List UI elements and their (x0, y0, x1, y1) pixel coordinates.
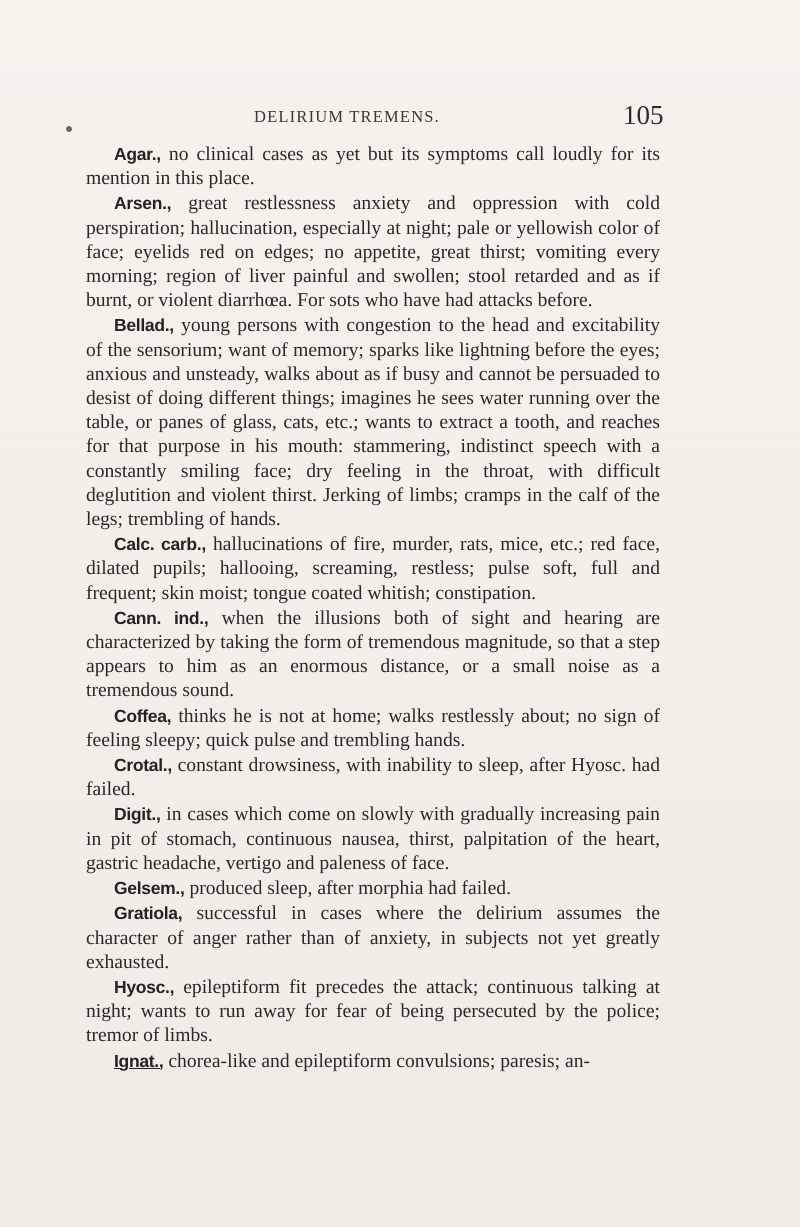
remedy-entry-hyosc (86, 975, 660, 1049)
remedy-name: Cann. ind., (114, 607, 209, 628)
remedy-name: Calc. carb., (114, 534, 206, 555)
remedy-description: produced sleep, after morphia had failed. (189, 878, 511, 900)
remedy-entry-bellad (86, 313, 660, 532)
remedy-description: chorea-like and epileptiform convulsions; paresis; an- (168, 1050, 591, 1072)
remedy-description: constant drowsiness, with inability to sleep, after Hyosc. had failed. (86, 755, 660, 801)
remedy-name: Coffea, (114, 705, 172, 726)
remedy-entry-arsen (86, 191, 660, 313)
remedy-name: Gelsem., (114, 878, 185, 899)
remedy-entry-ignat (86, 1049, 660, 1074)
remedy-entry-calc-carb (86, 532, 660, 606)
remedy-name: Gratiola, (114, 903, 183, 924)
remedy-name: Bellad., (114, 315, 174, 336)
remedy-entry-coffea (86, 704, 660, 753)
remedy-name: Crotal., (114, 755, 172, 776)
remedy-name: Ignat., (114, 1050, 164, 1071)
remedy-entry-gelsem (86, 876, 660, 901)
remedy-description: epileptiform fit precedes the attack; continuous talking at night; wants to run away for fear of being persecuted by the police; tremor of limbs. (86, 976, 660, 1047)
remedy-description: great restlessness anxiety and oppression with cold perspiration; hallucination, especially at night; pale or yellowish color of face; eyelids red on edges; no appetite, great thirst; vomiting every morning; region of liver painful and swollen; stool retarded and as if burnt, or violent diarrhœa. For sots who have had attacks before. (86, 193, 660, 312)
remedy-description: no clinical cases as yet but its symptoms call loudly for its mention in this place. (86, 144, 660, 190)
remedy-name: Hyosc., (114, 976, 175, 997)
body-text (86, 142, 660, 1074)
margin-bullet-mark (66, 126, 72, 132)
remedy-entry-crotal (86, 753, 660, 802)
remedy-entry-digit (86, 802, 660, 876)
page-number: 105 (623, 100, 664, 130)
remedy-description: thinks he is not at home; walks restlessly about; no sign of feeling sleepy; quick pulse and trembling hands. (86, 705, 660, 751)
remedy-description: successful in cases where the delirium assumes the character of anger rather than of anxiety, in subjects not yet greatly exhausted. (86, 903, 660, 973)
remedy-description: when the illusions both of sight and hearing are characterized by taking the form of tremendous magnitude, so that a step appears to him as an enormous distance, or a small noise as a tremendous sound. (86, 607, 660, 702)
remedy-name: Agar., (114, 144, 161, 164)
remedy-entry-gratiola (86, 901, 660, 975)
remedy-entry-agar (86, 142, 660, 191)
running-head: DELIRIUM TREMENS. (254, 107, 441, 126)
remedy-description: young persons with congestion to the head and excitability of the sensorium; want of memory; sparks like lightning before the eyes; anxious and unsteady, walks about as if busy and cannot be persuaded to desist of doing different things; imagines he sees water running over the table, or panes of glass, cats, etc.; wants to extract a tooth, and reaches for that purpose in his mouth: stammering, indistinct speech with a constantly smiling face; dry feeling in the throat, with difficult deglutition and violent thirst. Jerking of limbs; cramps in the calf of the legs; trembling of hands. (86, 315, 661, 531)
remedy-name: Arsen., (114, 193, 172, 214)
remedy-entry-cann-ind (86, 606, 660, 704)
remedy-description: in cases which come on slowly with gradually increasing pain in pit of stomach, continuous nausea, thirst, palpitation of the heart, gastric headache, vertigo and paleness of face. (86, 804, 660, 874)
remedy-description: hallucinations of fire, murder, rats, mice, etc.; red face, dilated pupils; hallooing, screaming, restless; pulse soft, full and frequent; skin moist; tongue coated whitish; constipation. (86, 534, 660, 604)
remedy-name: Digit., (114, 804, 161, 825)
